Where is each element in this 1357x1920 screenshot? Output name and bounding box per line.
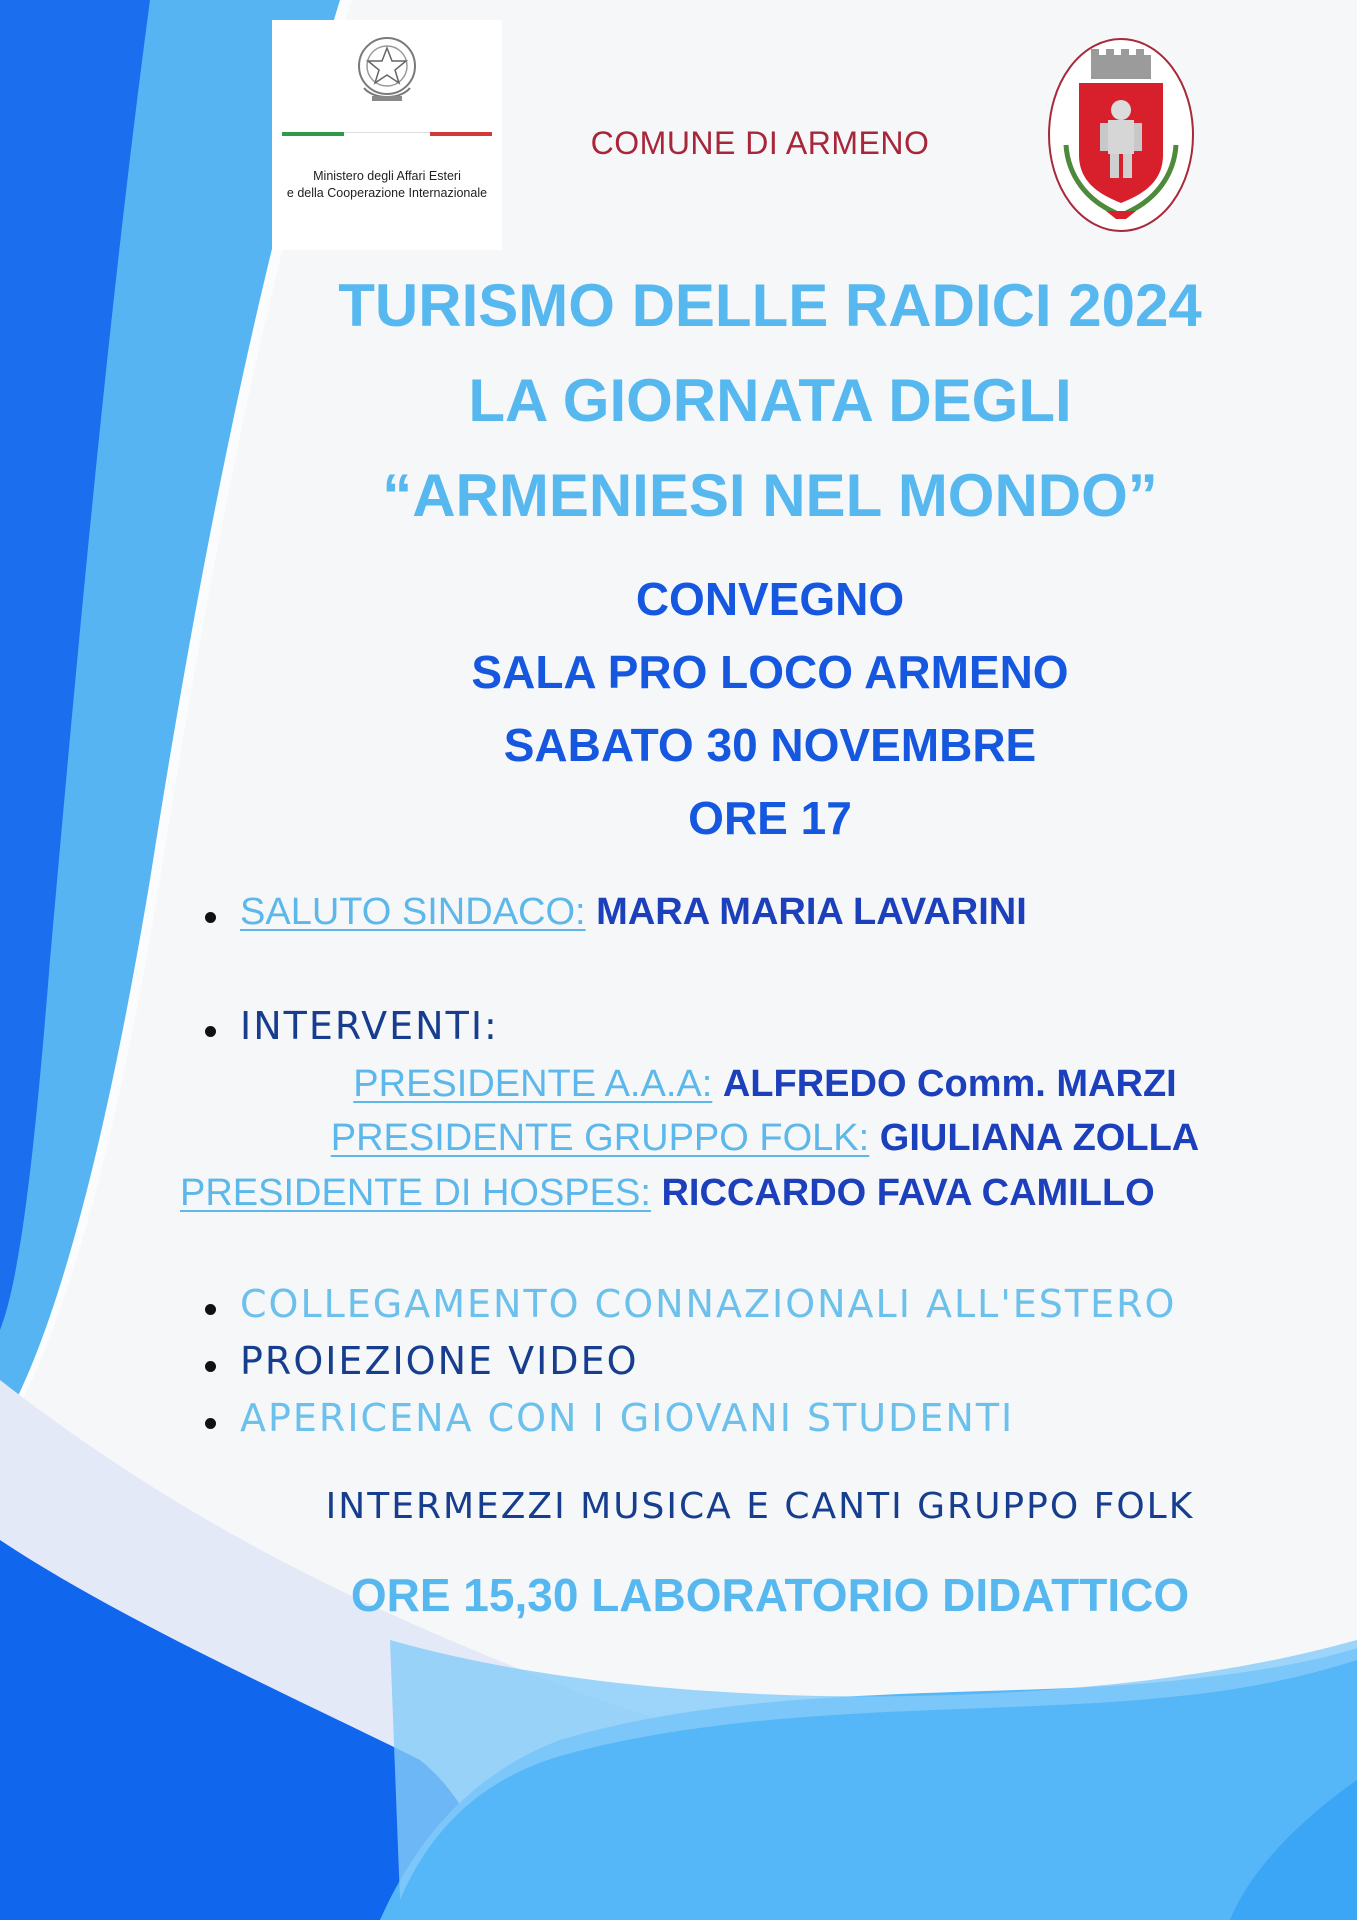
flag-stripe-red — [430, 132, 492, 136]
title-line3: “ARMENIESI NEL MONDO” — [382, 462, 1158, 529]
laboratorio: ORE 15,30 LABORATORIO DIDATTICO — [350, 1569, 1190, 1621]
saluto-label: SALUTO SINDACO: — [240, 891, 586, 933]
bullet-dot — [205, 1304, 216, 1315]
speaker-row — [180, 1063, 1350, 1106]
ministry-name — [272, 168, 502, 202]
interventi-label: INTERVENTI: — [240, 1004, 499, 1048]
speaker-row — [180, 1117, 1350, 1160]
program-item: COLLEGAMENTO CONNAZIONALI ALL'ESTERO — [240, 1282, 1177, 1326]
speaker-name: GIULIANA ZOLLA — [879, 1117, 1200, 1159]
ministry-logo-card — [272, 20, 502, 250]
saluto-line — [240, 891, 1027, 934]
event-venue: SALA PRO LOCO ARMENO — [471, 646, 1069, 698]
speaker-label: PRESIDENTE DI HOSPES: — [180, 1172, 651, 1214]
speaker-name: ALFREDO Comm. MARZI — [722, 1063, 1177, 1105]
bullet-dot — [205, 1418, 216, 1429]
intermezzi: INTERMEZZI MUSICA E CANTI GRUPPO FOLK — [325, 1486, 1195, 1527]
ministry-name-line1: Ministero degli Affari Esteri — [313, 169, 461, 183]
title-line1: TURISMO DELLE RADICI 2024 — [338, 272, 1202, 339]
speaker-name: RICCARDO FAVA CAMILLO — [661, 1172, 1155, 1214]
bullet-dot — [205, 1361, 216, 1372]
bullet-dot — [205, 1026, 216, 1037]
event-time: ORE 17 — [688, 792, 852, 844]
comune-name: COMUNE DI ARMENO — [590, 125, 930, 161]
bullet-dot — [205, 912, 216, 923]
comune-crest-icon — [1046, 35, 1196, 235]
title-line2: LA GIORNATA DEGLI — [468, 367, 1072, 434]
saluto-name: MARA MARIA LAVARINI — [596, 891, 1027, 933]
speaker-label: PRESIDENTE GRUPPO FOLK: — [330, 1117, 870, 1159]
ministry-name-line2: e della Cooperazione Internazionale — [286, 186, 488, 200]
flag-stripe-green — [282, 132, 344, 136]
speaker-row — [180, 1172, 1350, 1215]
program-item: PROIEZIONE VIDEO — [240, 1339, 639, 1383]
event-type: CONVEGNO — [635, 573, 905, 625]
italian-emblem-icon — [352, 30, 422, 110]
program-item: APERICENA CON I GIOVANI STUDENTI — [240, 1396, 1015, 1440]
speaker-label: PRESIDENTE A.A.A: — [353, 1063, 713, 1105]
event-date: SABATO 30 NOVEMBRE — [503, 719, 1037, 771]
flag-stripe-white — [344, 132, 430, 137]
